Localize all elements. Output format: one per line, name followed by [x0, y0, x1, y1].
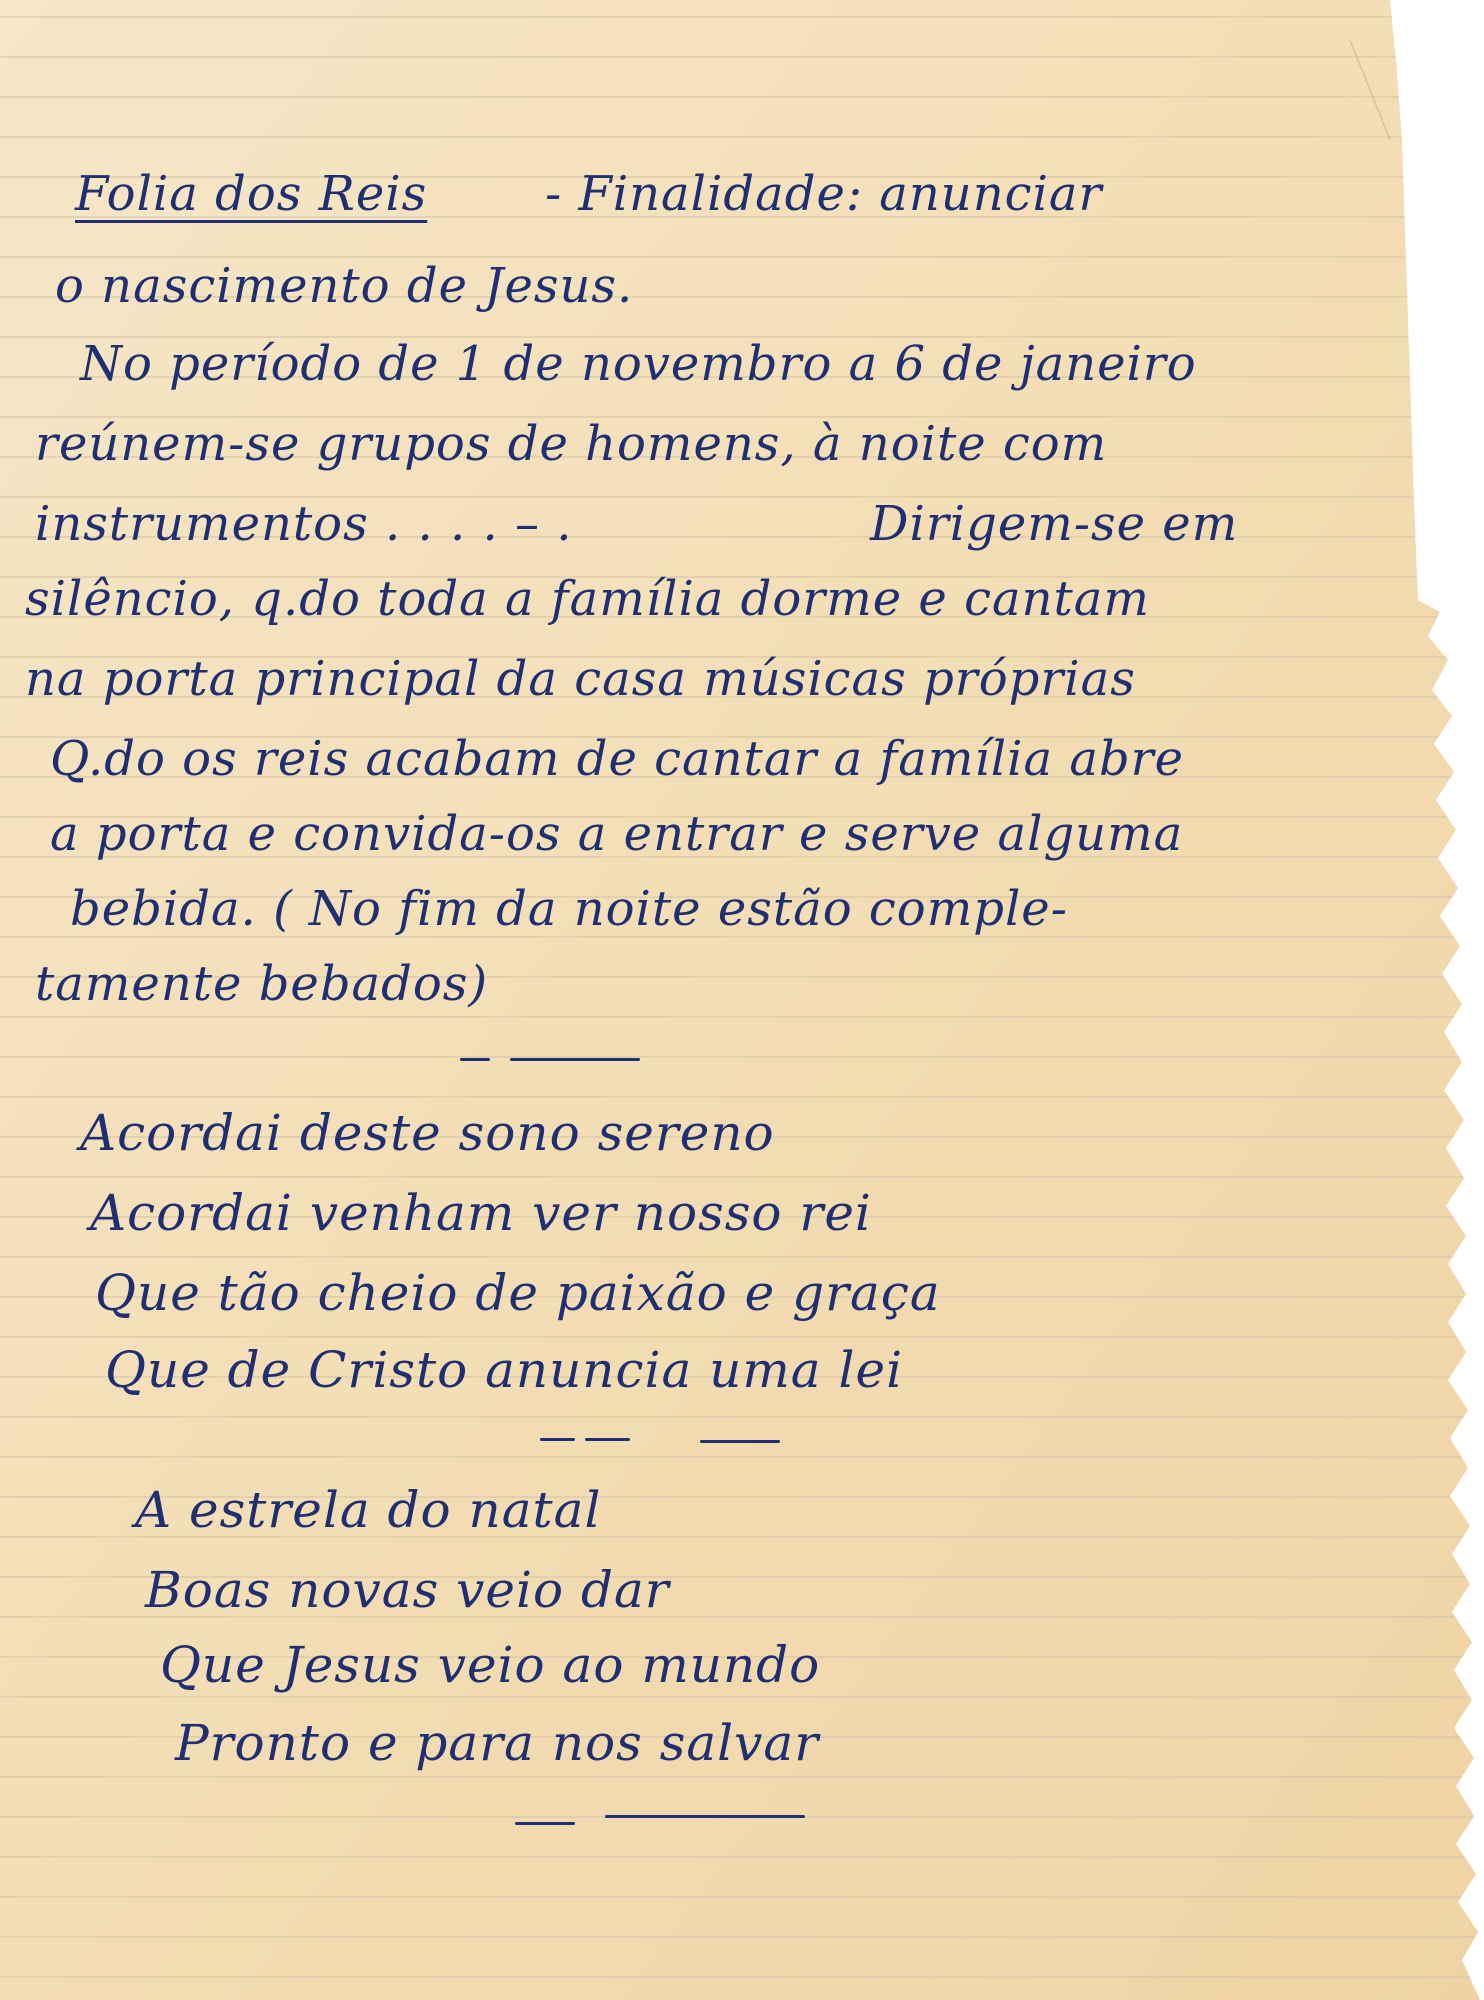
document-title: Folia dos Reis	[75, 166, 428, 222]
separator-dash	[700, 1440, 780, 1443]
verse-line: A estrela do natal	[135, 1481, 602, 1539]
verse-line: Pronto e para nos salvar	[175, 1714, 820, 1772]
separator-dash	[460, 1058, 490, 1061]
separator-dash	[540, 1438, 575, 1441]
prose-line: bebida. ( No fim da noite estão comple-	[70, 881, 1068, 937]
prose-line: instrumentos . . . . – .	[35, 496, 573, 552]
prose-line: silêncio, q.do toda a família dorme e cantam	[25, 571, 1150, 627]
title-continuation: - Finalidade: anunciar	[545, 166, 1103, 222]
verse-line: Que tão cheio de paixão e graça	[95, 1264, 941, 1322]
verse-line: Acordai venham ver nosso rei	[90, 1184, 872, 1242]
verse-line: Que de Cristo anuncia uma lei	[105, 1341, 904, 1399]
verse-line: Boas novas veio dar	[145, 1561, 670, 1619]
prose-line: na porta principal da casa músicas próprias	[25, 651, 1136, 707]
separator-dash	[515, 1822, 575, 1825]
separator-dash	[605, 1815, 805, 1818]
prose-line: Dirigem-se em	[870, 496, 1239, 552]
prose-line: No período de 1 de novembro a 6 de janeiro	[80, 336, 1197, 392]
separator-dash	[510, 1058, 640, 1061]
verse-line: Acordai deste sono sereno	[80, 1104, 775, 1162]
prose-line: tamente bebados)	[35, 956, 489, 1012]
prose-line: a porta e convida-os a entrar e serve alguma	[50, 806, 1184, 862]
prose-line: reúnem-se grupos de homens, à noite com	[35, 416, 1108, 472]
prose-line: o nascimento de Jesus.	[55, 258, 634, 314]
separator-dash	[585, 1438, 630, 1441]
prose-line: Q.do os reis acabam de cantar a família abre	[50, 731, 1185, 787]
verse-line: Que Jesus veio ao mundo	[160, 1636, 821, 1694]
